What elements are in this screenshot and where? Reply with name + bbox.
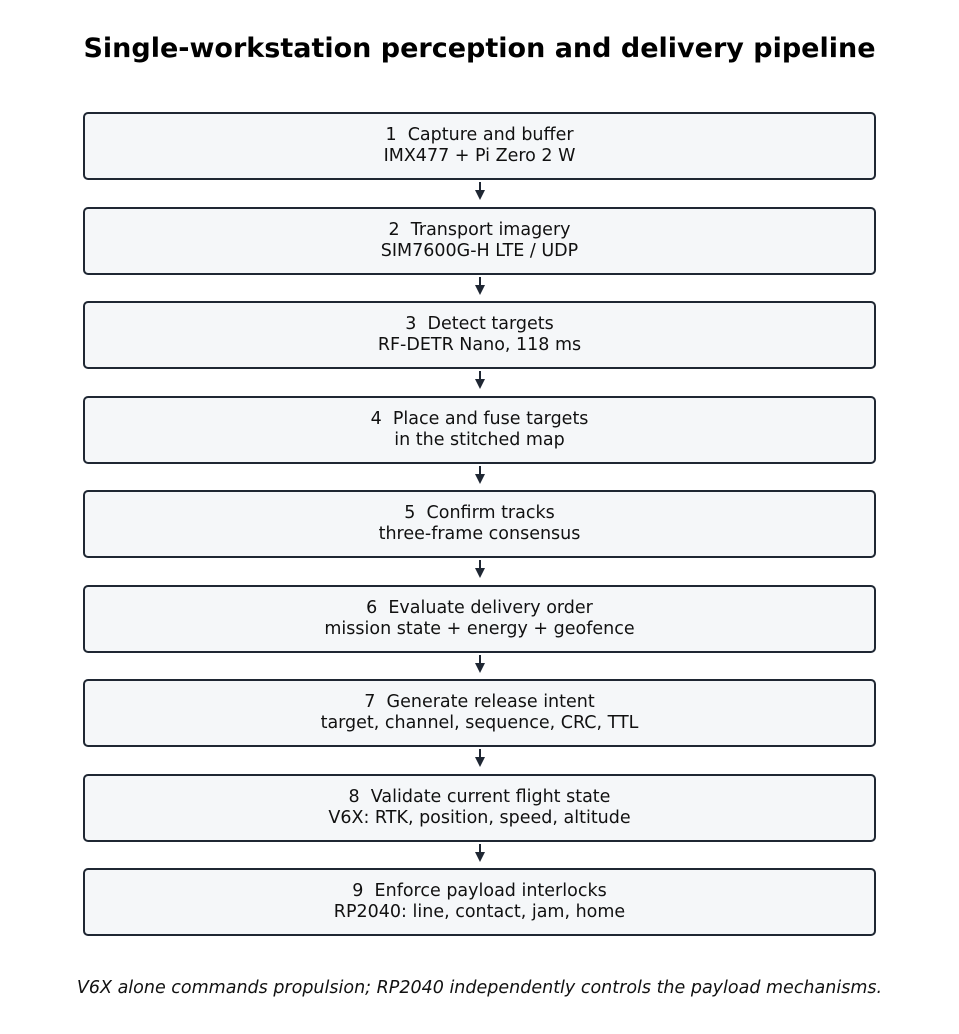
arrow-down-icon	[473, 654, 487, 674]
arrow-down-icon	[473, 181, 487, 201]
step-7-detail: target, channel, sequence, CRC, TTL	[320, 713, 639, 733]
step-box-4	[83, 396, 876, 464]
step-8-title: 8 Validate current flight state	[348, 787, 611, 807]
step-box-1	[83, 112, 876, 180]
step-box-6	[83, 585, 876, 653]
step-4-title: 4 Place and fuse targets	[370, 409, 589, 429]
arrow-down-icon	[473, 276, 487, 296]
diagram-title: Single-workstation perception and delivery pipeline	[83, 33, 876, 64]
step-9-title: 9 Enforce payload interlocks	[352, 881, 607, 901]
step-9-detail: RP2040: line, contact, jam, home	[333, 902, 626, 922]
step-8-detail: V6X: RTK, position, speed, altitude	[328, 808, 631, 828]
step-1-title: 1 Capture and buffer	[385, 125, 574, 145]
step-box-3	[83, 301, 876, 369]
arrow-down-icon	[473, 465, 487, 485]
diagram-footnote: V6X alone commands propulsion; RP2040 independently controls the payload mechanisms.	[76, 978, 883, 998]
step-6-title: 6 Evaluate delivery order	[366, 598, 593, 618]
step-2-title: 2 Transport imagery	[388, 220, 571, 240]
step-1-detail: IMX477 + Pi Zero 2 W	[383, 146, 576, 166]
arrow-down-icon	[473, 843, 487, 863]
step-box-7	[83, 679, 876, 747]
step-3-title: 3 Detect targets	[405, 314, 554, 334]
step-4-detail: in the stitched map	[394, 430, 565, 450]
step-6-detail: mission state + energy + geofence	[324, 619, 635, 639]
arrow-down-icon	[473, 748, 487, 768]
step-box-9	[83, 868, 876, 936]
step-box-8	[83, 774, 876, 842]
arrow-down-icon	[473, 559, 487, 579]
arrow-down-icon	[473, 370, 487, 390]
step-2-detail: SIM7600G-H LTE / UDP	[380, 241, 579, 261]
step-5-detail: three-frame consensus	[378, 524, 581, 544]
step-7-title: 7 Generate release intent	[364, 692, 595, 712]
step-3-detail: RF-DETR Nano, 118 ms	[377, 335, 582, 355]
step-box-5	[83, 490, 876, 558]
step-5-title: 5 Confirm tracks	[404, 503, 555, 523]
step-box-2	[83, 207, 876, 275]
